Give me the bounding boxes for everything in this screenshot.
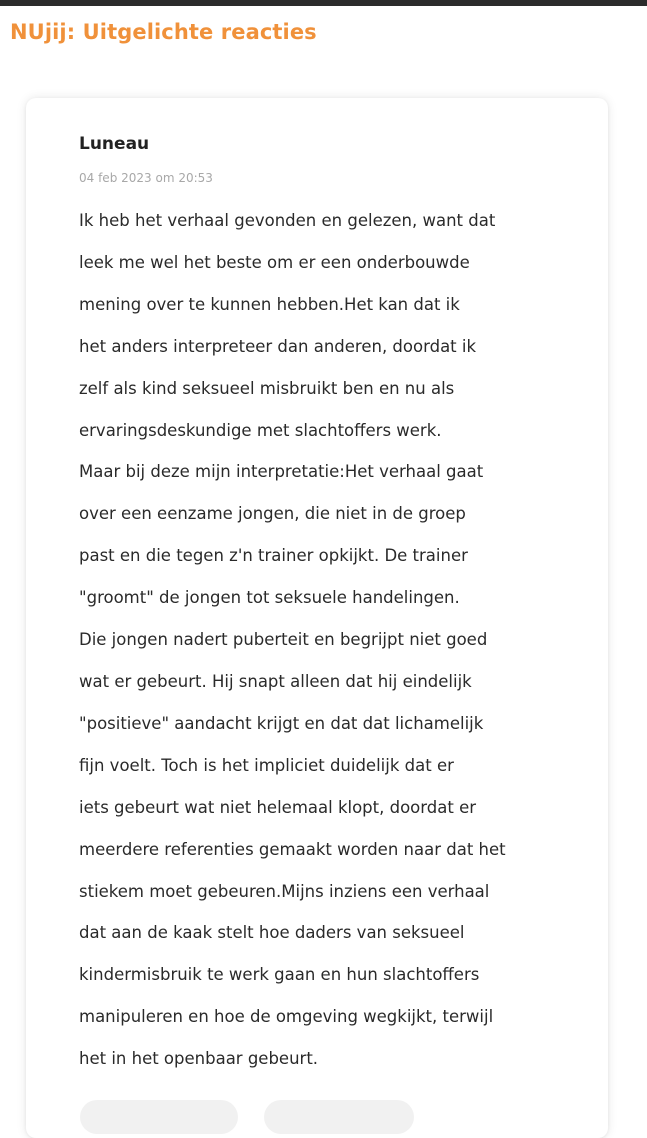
comment-text-line: iets gebeurt wat niet helemaal klopt, doordat er <box>79 797 477 817</box>
comment-like-button[interactable] <box>264 1100 414 1134</box>
comment-text-line: ervaringsdeskundige met slachtoffers werk. <box>79 420 442 440</box>
comment-text-line: Maar bij deze mijn interpretatie:Het verhaal gaat <box>79 462 484 482</box>
comment-timestamp: 04 feb 2023 om 20:53 <box>79 171 213 185</box>
comment-text-line: zelf als kind seksueel misbruikt ben en nu als <box>79 378 455 398</box>
comment-text-line: "positieve" aandacht krijgt en dat dat lichamelijk <box>79 713 484 733</box>
comment-text-line: past en die tegen z'n trainer opkijkt. De trainer <box>79 546 468 566</box>
comment-text-line: het in het openbaar gebeurt. <box>79 1049 319 1069</box>
comment-text-line: meerdere referenties gemaakt worden naar dat het <box>79 839 506 859</box>
comment-text-line: fijn voelt. Toch is het impliciet duidelijk dat er <box>79 755 454 775</box>
comment-text-line: over een eenzame jongen, die niet in de groep <box>79 504 466 524</box>
comment-reply-button[interactable] <box>80 1100 238 1134</box>
comment-text-line: "groomt" de jongen tot seksuele handelingen. <box>79 588 460 608</box>
section-title: NUjij: Uitgelichte reacties <box>10 20 317 44</box>
comment-text-line: leek me wel het beste om er een onderbouwde <box>79 252 470 272</box>
comment-text-line: Die jongen nadert puberteit en begrijpt niet goed <box>79 630 488 650</box>
comment-text-line: wat er gebeurt. Hij snapt alleen dat hij eindelijk <box>79 671 472 691</box>
top-status-bar <box>0 0 647 6</box>
comment-text-line: Ik heb het verhaal gevonden en gelezen, want dat <box>79 211 496 230</box>
comment-text-line: kindermisbruik te werk gaan en hun slachtoffers <box>79 965 480 985</box>
comment-text-line: mening over te kunnen hebben.Het kan dat ik <box>79 294 460 314</box>
comment-text-line: dat aan de kaak stelt hoe daders van seksueel <box>79 923 465 943</box>
comment-card <box>26 98 608 1138</box>
comment-author[interactable]: Luneau <box>79 134 150 154</box>
comment-text-line: stiekem moet gebeuren.Mijns inziens een verhaal <box>79 881 490 901</box>
comment-text-line: het anders interpreteer dan anderen, doordat ik <box>79 336 477 356</box>
comment-body <box>79 200 599 1080</box>
comment-text-line: manipuleren en hoe de omgeving wegkijkt, terwijl <box>79 1007 494 1027</box>
